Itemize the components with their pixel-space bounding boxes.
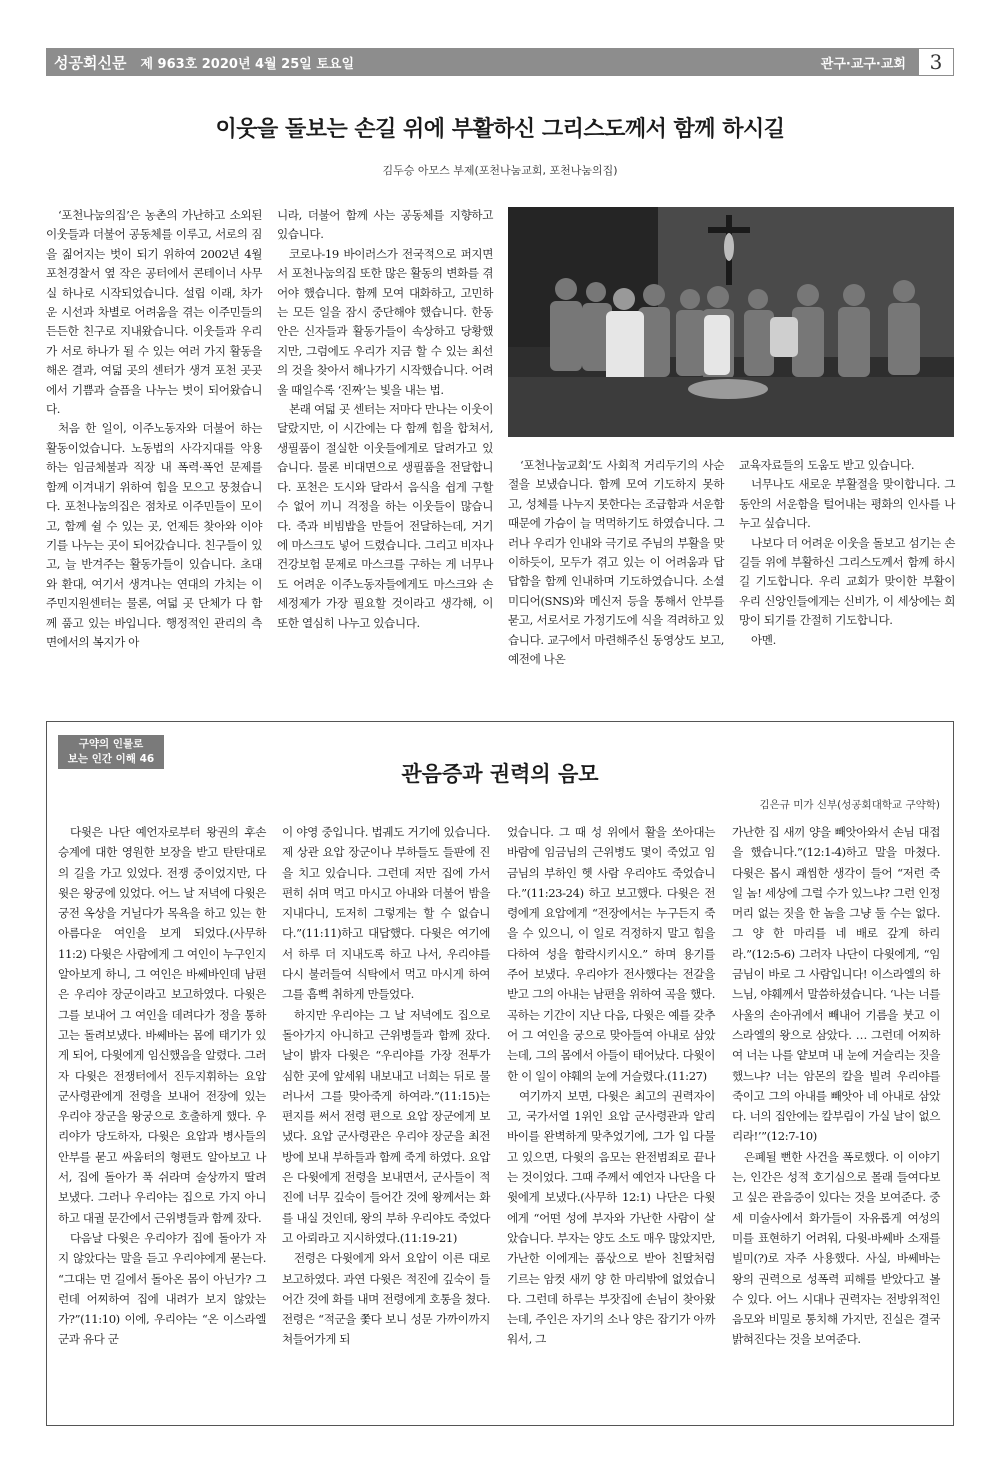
paragraph: 하지만 우리야는 그 날 저녁에도 집으로 돌아가지 아니하고 근위병들과 함께 잤다. 날이 밝자 다윗은 “우리야를 가장 전투가 심한 곳에 앞세워 내보내고 너희는 뒤로 물러나서 그를 맞아죽게 하여라.”(11:15)는 편지를 써서 전령 편으로 요압 장군에게 보냈다. 요압 군사령관은 우리야 장군을 최전방에 보내 부하들과 함께 죽게 하였다. 요압은 다윗에게 전령을 보내면서, 군사들이 적진에 너무 깊숙이 들어간 것에 왕께서는 화를 내실 것인데, 왕의 부하 우리야도 죽었다고 아뢰라고 지시하였다.(11:19-21): [282, 1007, 490, 1245]
article1-byline: 김두승 아모스 부제(포천나눔교회, 포천나눔의집): [382, 164, 618, 177]
paragraph: 교육자료들의 도움도 받고 있습니다.: [739, 458, 915, 472]
paragraph: 은폐될 뻔한 사건을 폭로했다. 이 이야기는, 인간은 성적 호기심으로 몰래 들여다보고 싶은 관음증이 있다는 것을 보여준다. 중세 미술사에서 화가들이 자유롭게 여성의 미를 표현하기 어려워, 다윗-바쎄바 소재를 빌미(?)로 자주 사용했다. 사실, 바쎄바는 왕의 권력으로 성폭력 피해를 받았다고 볼 수 있다. 어느 시대나 권력자는 전방위적인 음모와 비밀로 통치해 가지만, 진실은 결국 밝혀진다는 것을 보여준다.: [732, 1149, 940, 1347]
paragraph: 이 야영 중입니다. 법궤도 거기에 있습니다. 제 상관 요압 장군이나 부하들도 들판에 진을 치고 있습니다. 그런데 저만 집에 가서 편히 쉬며 먹고 마시고 아내와 더불어 밤을 지내다니, 도저히 그렇게는 할 수 없습니다.”(11:11)하고 대답했다. 다윗은 여기에서 하루 더 지내도록 하고 나서, 우리야를 다시 불러들여 식탁에서 먹고 마시게 하여 그를 흠뻑 취하게 만들었다.: [282, 825, 490, 1002]
paragraph: ‘포천나눔의집’은 농촌의 가난하고 소외된 이웃들과 더불어 공동체를 이루고, 서로의 짐을 짊어지는 벗이 되기 위하여 2002년 4월 포천경찰서 옆 작은 공터에서 콘테이너 사무실 하나로 시작되었습니다. 설립 이래, 차가운 시선과 차별로 어려움을 겪는 이주민들의 든든한 친구로 지내왔습니다. 이웃들과 우리가 서로 하나가 될 수 있는 여러 가지 활동을 해온 결과, 여덟 곳의 센터가 생겨 포천 곳곳에서 기쁨과 슬픔을 나누는 벗이 되어왔습니다.: [46, 208, 262, 417]
article2-byline: 김은규 미가 신부(성공회대학교 구약학): [759, 799, 940, 811]
paragraph: 여기까지 보면, 다윗은 최고의 권력자이고, 국가서열 1위인 요압 군사령관과 알리바이를 완벽하게 맞추었기에, 그가 입 다물고 있으면, 다윗의 음모는 완전범죄로 끝나는 것이었다. 그때 주께서 예언자 나단을 다윗에게 보냈다.(사무하 12:1) 나단은 다윗에게 “어떤 성에 부자와 가난한 사람이 살았습니다. 부자는 양도 소도 매우 많았지만, 가난한 이에게는 품삯으로 받아 친딸처럼 기르는 암컷 새끼 양 한 마리밖에 없었습니다. 그런데 하루는 부잣집에 손님이 찾아왔는데, 주인은 자기의 소나 양은 잡기가 아까워서, 그: [507, 1088, 715, 1347]
paragraph: 본래 여덟 곳 센터는 저마다 만나는 이웃이 달랐지만, 이 시간에는 다 함께 힘을 합쳐서, 생필품이 절실한 이웃들에게로 달려가고 있습니다. 물론 비대면으로 생필품을 전달합니다. 포천은 도시와 달라서 음식을 쉽게 구할 수 없어 끼니 걱정을 하는 이웃들이 많습니다. 죽과 비빔밥을 만들어 전달하는데, 거기에 마스크도 넣어 드렸습니다. 그리고 비자나 건강보험 문제로 마스크를 구하는 게 너무나도 어려운 이주노동자들에게도 마스크와 손 세정제가 가장 필요할 것이라고 생각해, 이 또한 열심히 나누고 있습니다.: [277, 402, 493, 630]
paragraph: ‘포천나눔교회’도 사회적 거리두기의 사순절을 보냈습니다. 함께 모여 기도하지 못하고, 성체를 나누지 못한다는 조급함과 서운함 때문에 가슴이 늘 먹먹하기도 하였습니다. 그러나 우리가 인내와 극기로 주님의 부활을 맞이하듯이, 모두가 겪고 있는 이 어려움과 답답함을 함께 인내하며 기도하였습니다. 소셜미디어(SNS)와 메신저 등을 통해서 안부를 묻고, 서로서로 가정기도에 식을 격려하고 있습니다. 교구에서 마련해주신 동영상도 보고, 예전에 나온: [508, 458, 724, 667]
newspaper-name: 성공회신문: [54, 53, 127, 72]
article1-column-3: [508, 456, 724, 669]
page-header: [46, 48, 954, 76]
article2-title: 관음증과 권력의 음모: [401, 762, 599, 786]
article1-title: 이웃을 돌보는 손길 위에 부활하신 그리스도께서 함께 하시길: [215, 117, 785, 142]
paragraph: 아멘.: [751, 632, 776, 647]
paragraph: 너무나도 새로운 부활절을 맞이합니다. 그동안의 서운함을 털어내는 평화의 인사를 나누고 싶습니다.: [739, 477, 955, 531]
paragraph: 나보다 더 어려운 이웃을 돌보고 섬기는 손길들 위에 부활하신 그리스도께서 함께 하시길 기도합니다. 우리 교회가 맞이한 부활이 우리 신앙인들에게는 신비가, 이 세상에는 희망이 되기를 간절히 기도합니다.: [739, 535, 955, 628]
section-name: 관구·교구·교회: [820, 56, 906, 72]
paragraph: 전령은 다윗에게 와서 요압이 이른 대로 보고하였다. 과연 다윗은 적진에 깊숙이 들어간 것에 화를 내며 전령에게 호통을 쳤다. 전령은 “적군을 쫓다 보니 성문 가까이까지 쳐들어가게 되: [282, 1251, 490, 1347]
paragraph: 코로나-19 바이러스가 전국적으로 퍼지면서 포천나눔의집 또한 많은 활동의 변화를 겪어야 했습니다. 함께 모여 대화하고, 고민하는 모든 일을 잠시 중단해야 했습니다. 한동안은 신자들과 활동가들이 속상하고 당황했지만, 그럼에도 우리가 지금 할 수 있는 최선의 것을 찾아서 해나가기 시작했습니다. 어려울 때일수록 ‘진짜’는 빛을 내는 법.: [277, 246, 493, 397]
article1-column-4: [739, 456, 955, 650]
article2-column-4: [732, 822, 940, 1350]
group-photo-illustration: [508, 207, 954, 437]
article2-column-1: [58, 822, 266, 1350]
issue-info: 제 963호 2020년 4월 25일 토요일: [140, 56, 355, 72]
paragraph: 처음 한 일이, 이주노동자와 더불어 하는 활동이었습니다. 노동법의 사각지대를 악용하는 임금체불과 직장 내 폭력·폭언 문제를 함께 이겨내기 위하여 힘을 모으고 뭉쳤습니다. 포천나눔의집은 점차로 이주민들이 모이고, 함께 쉴 수 있는 곳, 언제든 찾아와 이야기를 나누는 곳이 되어갔습니다. 친구들이 있고, 늘 반겨주는 활동가들이 있습니다. 초대와 환대, 여기서 생겨나는 연대의 가치는 이주민지원센터는 물론, 여덟 곳 단체가 다 함께 품고 있는 바입니다. 행정적인 관리의 측면에서의 복지가 아: [46, 421, 262, 649]
paragraph: 니라, 더불어 함께 사는 공동체를 지향하고 있습니다.: [277, 208, 493, 242]
paragraph: 다음날 다윗은 우리야가 집에 돌아가 자지 않았다는 말을 듣고 우리야에게 묻는다. “그대는 먼 길에서 돌아온 몸이 아닌가? 그런데 어찌하여 집에 내려가 보지 않았는가?”(11:10) 이에, 우리야는 “온 이스라엘 군과 유다 군: [58, 1230, 266, 1347]
series-tag-line-2: 보는 인간 이해 46: [67, 753, 155, 765]
article2-column-3: [507, 822, 715, 1350]
article1-column-2: [277, 206, 493, 633]
page-number: 3: [918, 48, 954, 76]
article1-column-1: [46, 206, 262, 652]
series-tag-line-1: 구약의 인물로: [78, 738, 144, 750]
paragraph: 다윗은 나단 예언자로부터 왕권의 후손 승계에 대한 영원한 보장을 받고 탄탄대로의 길을 가고 있었다. 전쟁 중이었지만, 다윗은 왕궁에 있었다. 어느 날 저녁에 다윗은 궁전 옥상을 거닐다가 목욕을 하고 있는 한 아름다운 여인을 보게 되었다.(사무하 11:2) 다윗은 사람에게 그 여인이 누구인지 알아보게 하니, 그 여인은 바쎄바인데 남편은 우리야 장군이라고 보고하였다. 다윗은 그를 보내어 그 여인을 데려다가 정을 통하고는 돌려보냈다. 바쎄바는 몸에 태기가 있게 되어, 다윗에게 임신했음을 알렸다. 그러자 다윗은 전쟁터에서 진두지휘하는 요압 군사령관에게 전령을 보내어 전장에 있는 우리야 장군을 왕궁으로 호출하게 했다. 우리야가 당도하자, 다윗은 요압과 병사들의 안부를 묻고 싸움터의 형편도 알아보고 나서, 집에 돌아가 푹 쉬라며 술상까지 딸려 보냈다. 그러나 우리야는 집으로 가지 아니하고 대궐 문간에서 근위병들과 함께 잤다.: [58, 825, 266, 1225]
article2-column-2: [282, 822, 490, 1350]
paragraph: 었습니다. 그 때 성 위에서 활을 쏘아대는 바람에 임금님의 근위병도 몇이 죽었고 임금님의 부하인 헷 사람 우리야도 죽었습니다.”(11:23-24) 하고 보고했다. 다윗은 전령에게 요압에게 “전장에서는 누구든지 죽을 수 있으니, 이 일로 걱정하지 말고 힘을 다하여 성을 함락시키시오.” 하며 용기를 주어 보냈다. 우리야가 전사했다는 전갈을 받고 그의 아내는 남편을 위하여 곡을 했다. 곡하는 기간이 지난 다음, 다윗은 예를 갖추어 그 여인을 궁으로 맞아들여 아내로 삼았는데, 그의 몸에서 아들이 태어났다. 다윗이 한 이 일이 야훼의 눈에 거슬렸다.(11:27): [507, 825, 715, 1083]
paragraph: 가난한 집 새끼 양을 빼앗아와서 손님 대접을 했습니다.”(12:1-4)하고 말을 마쳤다. 다윗은 몹시 괘씸한 생각이 들어 “저런 죽일 놈! 세상에 그럴 수가 있느냐? 그런 인정머리 없는 짓을 한 놈을 그냥 둘 수는 없다. 그 양 한 마리를 네 배로 갚게 하리라.”(12:5-6) 그러자 나단이 다윗에게, “임금님이 바로 그 사람입니다! 이스라엘의 하느님, 야훼께서 말씀하셨습니다. ‘나는 너를 사울의 손아귀에서 빼내어 기름을 붓고 이스라엘의 왕으로 삼았다. … 그런데 어찌하여 너는 나를 얕보며 내 눈에 거슬리는 짓을 했느냐? 너는 암몬의 칼을 빌려 우리야를 죽이고 그의 아내를 빼앗아 네 아내로 삼았다. 너의 집안에는 칼부림이 가실 날이 없으리라!’”(12:7-10): [732, 825, 940, 1144]
group-photo: [508, 207, 954, 437]
